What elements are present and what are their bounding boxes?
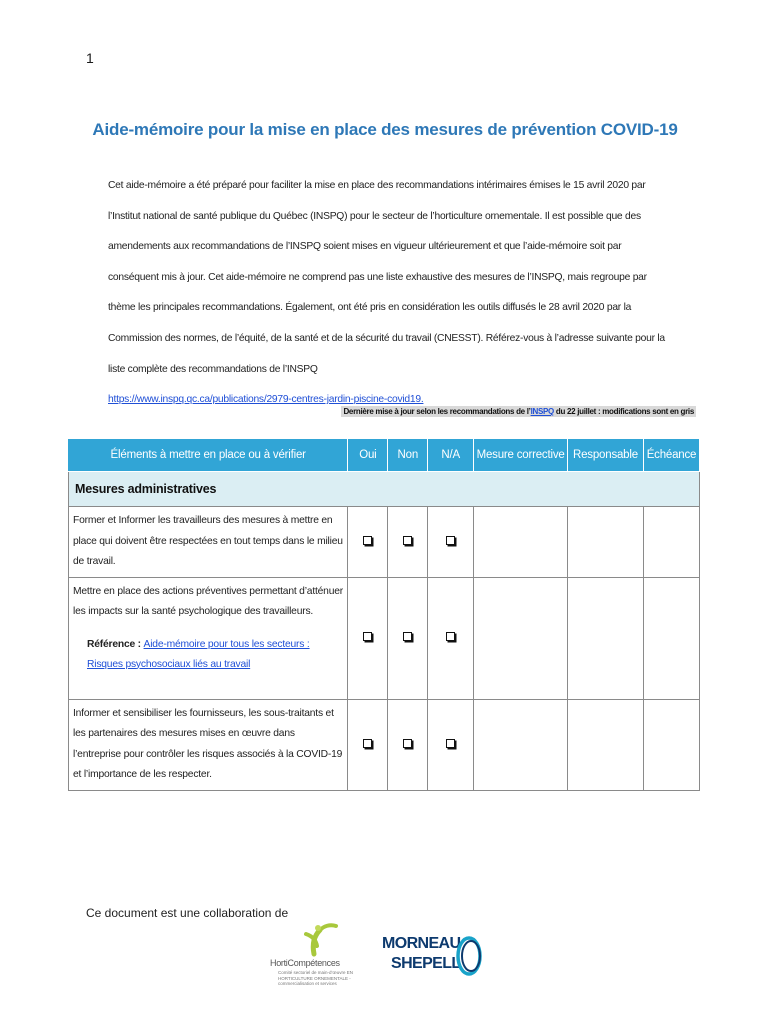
header-mesure-corrective: Mesure corrective xyxy=(474,439,568,472)
morneau-shepell-ring-icon xyxy=(454,934,488,978)
oui-checkbox[interactable] xyxy=(348,699,388,790)
checkbox-icon xyxy=(403,632,412,641)
mesure-corrective-cell[interactable] xyxy=(474,507,568,578)
na-checkbox[interactable] xyxy=(428,507,474,578)
morneau-shepell-logo xyxy=(382,930,492,990)
header-na: N/A xyxy=(428,439,474,472)
checkbox-icon xyxy=(446,739,455,748)
horticompetences-logo xyxy=(270,922,360,1002)
item-text: Informer et sensibiliser les fournisseurs, les sous-traitants et les partenaires des mesures mises en œuvre dans l’entreprise pour contrôler les risques associés à la COVID-19 et l’importance de les respecter. xyxy=(69,699,348,790)
responsable-cell[interactable] xyxy=(568,577,644,699)
checklist-table xyxy=(68,438,700,791)
horticompetences-tagline: Comité sectoriel de main-d’œuvre EN HORTICULTURE ORNEMENTALE - commercialisation et services xyxy=(278,970,354,986)
oui-checkbox[interactable] xyxy=(348,507,388,578)
reference-link[interactable]: Aide-mémoire pour tous les secteurs : Risques psychosociaux liés au travail xyxy=(87,638,310,670)
ms-line2: SHEPELL xyxy=(391,955,461,972)
item-text: Mettre en place des actions préventives permettant d’atténuer les impacts sur la santé psychologique des travailleurs. xyxy=(73,585,343,617)
header-echeance: Échéance xyxy=(643,439,699,472)
page-number: 1 xyxy=(86,50,94,66)
update-note-text: Dernière mise à jour selon les recommandations de l’ xyxy=(343,407,531,416)
reference xyxy=(73,635,343,675)
table-row xyxy=(69,577,700,699)
echeance-cell[interactable] xyxy=(643,699,699,790)
echeance-cell[interactable] xyxy=(643,577,699,699)
checkbox-icon xyxy=(446,632,455,641)
na-checkbox[interactable] xyxy=(428,577,474,699)
document-title: Aide-mémoire pour la mise en place des mesures de prévention COVID-19 xyxy=(92,120,678,139)
header-elements: Éléments à mettre en place ou à vérifier xyxy=(69,439,348,472)
item-cell xyxy=(69,577,348,699)
section-row xyxy=(69,472,700,507)
checkbox-icon xyxy=(363,739,372,748)
horticompetences-name: HortiCompétences xyxy=(270,958,340,968)
update-note-text-end: du 22 juillet : modifications sont en gris xyxy=(553,407,694,416)
responsable-cell[interactable] xyxy=(568,699,644,790)
intro-text: Cet aide-mémoire a été préparé pour faciliter la mise en place des recommandations intérimaires émises le 15 avril 2020 par l’Institut national de santé publique du Québec (INSPQ) pour le secteur de l’horticulture ornementale. Il est possible que des amendements aux recommandations de l’INSPQ soient mises en vigueur ultérieurement et que l’aide-mémoire soit par conséquent mis à jour. Cet aide-mémoire ne comprend pas une liste exhaustive des mesures de l’INSPQ, mais regroupe par thème les principales recommandations. Également, ont été pris en considération les outils diffusés le 28 avril 2020 par la Commission des normes, de l’équité, de la santé et de la sécurité du travail (CNESST). Référez-vous à l’adresse suivante pour la liste complète des recommandations de l’INSPQ xyxy=(108,180,665,375)
reference-label: Référence : xyxy=(87,638,144,650)
mesure-corrective-cell[interactable] xyxy=(474,699,568,790)
intro-paragraph xyxy=(108,171,668,416)
checkbox-icon xyxy=(363,536,372,545)
responsable-cell[interactable] xyxy=(568,507,644,578)
header-non: Non xyxy=(388,439,428,472)
checkbox-icon xyxy=(403,739,412,748)
update-note-inspq-link[interactable]: INSPQ xyxy=(530,407,554,416)
item-text: Former et Informer les travailleurs des mesures à mettre en place qui doivent être respectées en tout temps dans le milieu de travail. xyxy=(69,507,348,578)
na-checkbox[interactable] xyxy=(428,699,474,790)
header-responsable: Responsable xyxy=(568,439,644,472)
ms-line1: MORNEAU xyxy=(382,935,461,952)
header-oui: Oui xyxy=(348,439,388,472)
checkbox-icon xyxy=(363,632,372,641)
collaboration-text: Ce document est une collaboration de xyxy=(86,906,289,920)
table-row xyxy=(69,699,700,790)
checkbox-icon xyxy=(446,536,455,545)
inspq-link[interactable]: https://www.inspq.qc.ca/publications/2979-centres-jardin-piscine-covid19. xyxy=(108,394,424,406)
checkbox-icon xyxy=(403,536,412,545)
table-header-row xyxy=(69,439,700,472)
section-title: Mesures administratives xyxy=(69,472,700,507)
table-row xyxy=(69,507,700,578)
non-checkbox[interactable] xyxy=(388,577,428,699)
morneau-shepell-wordmark xyxy=(382,934,461,974)
mesure-corrective-cell[interactable] xyxy=(474,577,568,699)
echeance-cell[interactable] xyxy=(643,507,699,578)
horticompetences-leaf-icon xyxy=(284,922,354,958)
update-note xyxy=(341,406,696,417)
non-checkbox[interactable] xyxy=(388,699,428,790)
non-checkbox[interactable] xyxy=(388,507,428,578)
oui-checkbox[interactable] xyxy=(348,577,388,699)
